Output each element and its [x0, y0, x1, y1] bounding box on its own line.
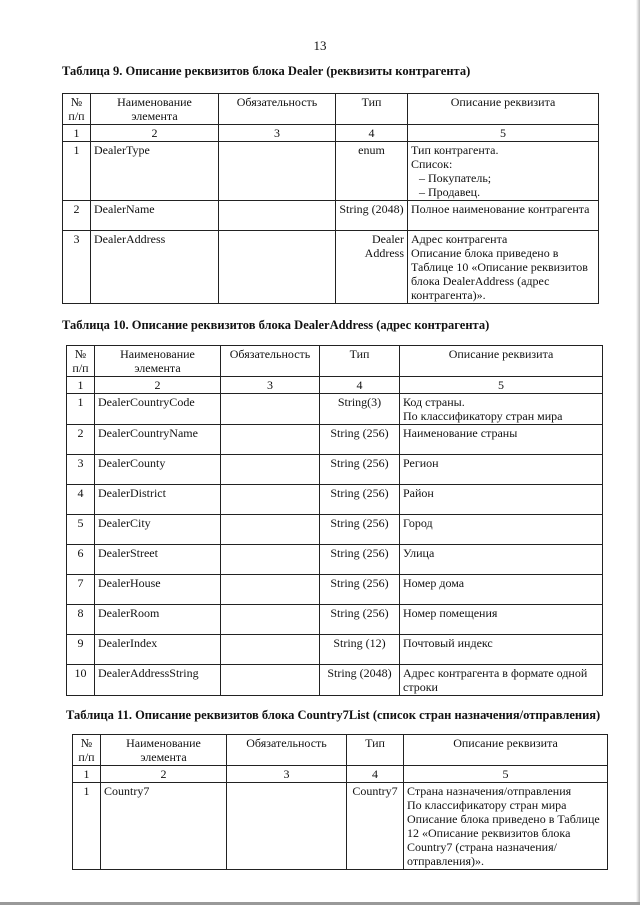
table-index-row [73, 766, 608, 783]
header-description: Описание реквизита [408, 94, 599, 125]
row-num: 3 [63, 231, 91, 304]
row-required [221, 485, 320, 515]
row-description: Полное наименование контрагента [408, 201, 599, 231]
row-description: Страна назначения/отправления По классификатору стран мира Описание блока приведено в Таблице 12 «Описание реквизитов блока Country7 (страна назначения/отправления)». [404, 783, 608, 870]
dealer-type-list [411, 171, 595, 199]
row-type: String (2048) [336, 201, 408, 231]
table-index-row [67, 377, 603, 394]
table-row [67, 605, 603, 635]
row-name: DealerAddress [91, 231, 219, 304]
row-description: Почтовый индекс [400, 635, 603, 665]
row-type: String (12) [320, 635, 400, 665]
index-cell: 4 [347, 766, 404, 783]
table-row [67, 485, 603, 515]
row-required [221, 665, 320, 696]
table-header-row [67, 346, 603, 377]
header-num: № п/п [67, 346, 95, 377]
row-required [221, 394, 320, 425]
header-name: Наименование элемента [95, 346, 221, 377]
scan-edge-shadow [636, 0, 640, 905]
row-type: String (2048) [320, 665, 400, 696]
row-num: 9 [67, 635, 95, 665]
row-type: String (256) [320, 575, 400, 605]
list-item: – Продавец. [433, 185, 595, 199]
index-cell: 5 [404, 766, 608, 783]
table-row [67, 575, 603, 605]
header-name: Наименование элемента [91, 94, 219, 125]
table-row [63, 231, 599, 304]
row-type: String (256) [320, 515, 400, 545]
header-required: Обязательность [219, 94, 336, 125]
index-cell: 1 [73, 766, 101, 783]
table-row [67, 545, 603, 575]
row-name: DealerType [91, 142, 219, 201]
index-cell: 3 [227, 766, 347, 783]
table-9-caption: Таблица 9. Описание реквизитов блока Dealer (реквизиты контрагента) [62, 64, 471, 78]
row-description: Район [400, 485, 603, 515]
row-name: DealerCity [95, 515, 221, 545]
row-name: DealerCountryCode [95, 394, 221, 425]
row-name: DealerCountryName [95, 425, 221, 455]
row-num: 3 [67, 455, 95, 485]
row-num: 1 [73, 783, 101, 870]
index-cell: 4 [336, 125, 408, 142]
row-num: 8 [67, 605, 95, 635]
header-required: Обязательность [221, 346, 320, 377]
row-description: Наименование страны [400, 425, 603, 455]
row-type: String (256) [320, 455, 400, 485]
table-header-row [63, 94, 599, 125]
row-num: 2 [67, 425, 95, 455]
row-type: Country7 [347, 783, 404, 870]
row-num: 4 [67, 485, 95, 515]
row-required [221, 575, 320, 605]
index-cell: 5 [408, 125, 599, 142]
row-required [221, 545, 320, 575]
table-row [63, 142, 599, 201]
row-type: String (256) [320, 425, 400, 455]
row-name: DealerRoom [95, 605, 221, 635]
table-row [67, 425, 603, 455]
row-num: 1 [63, 142, 91, 201]
row-required [221, 425, 320, 455]
row-num: 1 [67, 394, 95, 425]
row-type: String(3) [320, 394, 400, 425]
row-name: Country7 [101, 783, 227, 870]
header-description: Описание реквизита [404, 735, 608, 766]
row-description: Номер дома [400, 575, 603, 605]
row-description: Адрес контрагента Описание блока приведено в Таблице 10 «Описание реквизитов блока DealerAddress (адрес контрагента)». [408, 231, 599, 304]
index-cell: 5 [400, 377, 603, 394]
table-row [73, 783, 608, 870]
row-required [221, 455, 320, 485]
header-required: Обязательность [227, 735, 347, 766]
row-num: 6 [67, 545, 95, 575]
row-num: 10 [67, 665, 95, 696]
table-row [67, 665, 603, 696]
row-required [227, 783, 347, 870]
header-type: Тип [320, 346, 400, 377]
row-description: Код страны. По классификатору стран мира [400, 394, 603, 425]
row-type: String (256) [320, 545, 400, 575]
row-description: Адрес контрагента в формате одной строки [400, 665, 603, 696]
header-type: Тип [336, 94, 408, 125]
page-number: 13 [313, 38, 327, 53]
table-11 [72, 734, 608, 870]
row-type: enum [336, 142, 408, 201]
table-row [67, 515, 603, 545]
header-name: Наименование элемента [101, 735, 227, 766]
row-name: DealerStreet [95, 545, 221, 575]
table-row [67, 394, 603, 425]
row-required [219, 231, 336, 304]
table-header-row [73, 735, 608, 766]
table-11-caption: Таблица 11. Описание реквизитов блока Country7List (список стран назначения/отправления) [66, 708, 601, 722]
table-10-caption: Таблица 10. Описание реквизитов блока DealerAddress (адрес контрагента) [62, 318, 490, 332]
index-cell: 2 [95, 377, 221, 394]
row-num: 7 [67, 575, 95, 605]
row-name: DealerCounty [95, 455, 221, 485]
index-cell: 4 [320, 377, 400, 394]
table-index-row [63, 125, 599, 142]
header-num: № п/п [63, 94, 91, 125]
row-description-text: Тип контрагента. Список: [411, 143, 499, 171]
row-required [219, 142, 336, 201]
row-type: String (256) [320, 485, 400, 515]
row-required [219, 201, 336, 231]
row-description: Номер помещения [400, 605, 603, 635]
row-required [221, 515, 320, 545]
header-type: Тип [347, 735, 404, 766]
row-description: Улица [400, 545, 603, 575]
index-cell: 2 [91, 125, 219, 142]
table-9 [62, 93, 599, 304]
row-required [221, 635, 320, 665]
table-row [63, 201, 599, 231]
row-name: DealerDistrict [95, 485, 221, 515]
row-type: Dealer Address [336, 231, 408, 304]
index-cell: 1 [63, 125, 91, 142]
list-item: – Покупатель; [433, 171, 595, 185]
row-name: DealerName [91, 201, 219, 231]
row-name: DealerIndex [95, 635, 221, 665]
row-required [221, 605, 320, 635]
row-description: Регион [400, 455, 603, 485]
index-cell: 3 [219, 125, 336, 142]
row-num: 2 [63, 201, 91, 231]
index-cell: 2 [101, 766, 227, 783]
row-name: DealerHouse [95, 575, 221, 605]
row-description: Город [400, 515, 603, 545]
index-cell: 3 [221, 377, 320, 394]
table-row [67, 635, 603, 665]
row-type: String (256) [320, 605, 400, 635]
header-num: № п/п [73, 735, 101, 766]
table-row [67, 455, 603, 485]
table-10 [66, 345, 603, 696]
header-description: Описание реквизита [400, 346, 603, 377]
row-num: 5 [67, 515, 95, 545]
index-cell: 1 [67, 377, 95, 394]
row-name: DealerAddressString [95, 665, 221, 696]
row-description [408, 142, 599, 201]
